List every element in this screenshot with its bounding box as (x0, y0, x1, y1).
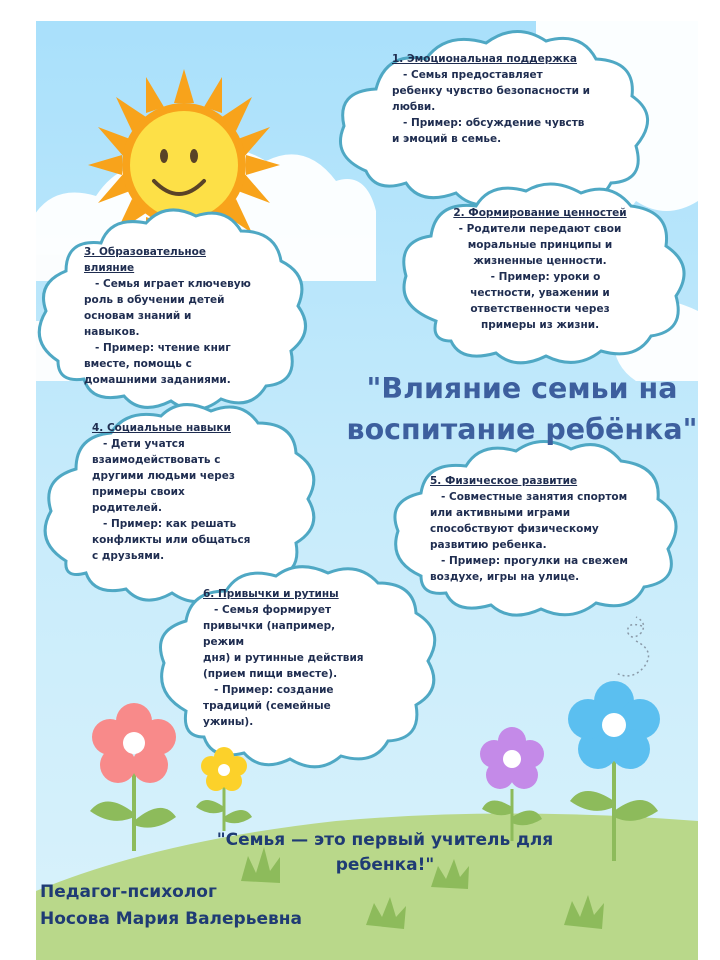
cloud-3-heading: 3. Образовательное влияние (84, 246, 206, 274)
cloud-1-body: - Семья предоставляет ребенку чувство безопасности и любви. - Пример: обсуждение чувств и эмоций в семье. (392, 69, 590, 145)
cloud-6-text (203, 586, 373, 730)
cloud-5-text (430, 473, 630, 585)
cloud-4-heading: 4. Социальные навыки (92, 422, 231, 434)
cloud-2-heading: 2. Формирование ценностей (453, 207, 627, 219)
cloud-3-body: - Семья играет ключевую роль в обучении детей основам знаний и навыков. - Пример: чтение книг вместе, помощь с домашними заданиями. (84, 278, 251, 386)
cloud-3-text (84, 244, 254, 388)
author-role: Педагог-психолог (40, 882, 217, 902)
cloud-6-heading: 6. Привычки и рутины (203, 588, 339, 600)
cloud-1-text (392, 51, 602, 147)
quote: "Семья — это первый учитель для ребенка!" (216, 830, 554, 875)
cloud-2-body: - Родители передают свои моральные принципы и жизненные ценности. - Пример: уроки о честности, уважении и ответственности через примеры из жизни. (458, 223, 622, 331)
cloud-5-heading: 5. Физическое развитие (430, 475, 578, 487)
cloud-6-body: - Семья формирует привычки (например, режим дня) и рутинные действия (прием пищи вместе). - Пример: создание традиций (семейные ужины). (203, 604, 364, 728)
page-title: "Влияние семьи на воспитание ребёнка" (346, 372, 698, 446)
cloud-5-body: - Совместные занятия спортом или активными играми способствуют физическому развитию ребенка. - Пример: прогулки на свежем воздухе, игры на улице. (430, 491, 628, 583)
author-block (40, 879, 302, 933)
cloud-1-heading: 1. Эмоциональная поддержка (392, 53, 577, 65)
cloud-4-text (92, 420, 272, 564)
cloud-4-body: - Дети учатся взаимодействовать с другими людьми через примеры своих родителей. - Пример: как решать конфликты или общаться с друзьями. (92, 438, 251, 562)
author-name: Носова Мария Валерьевна (40, 909, 302, 929)
cloud-2-text (440, 205, 640, 333)
